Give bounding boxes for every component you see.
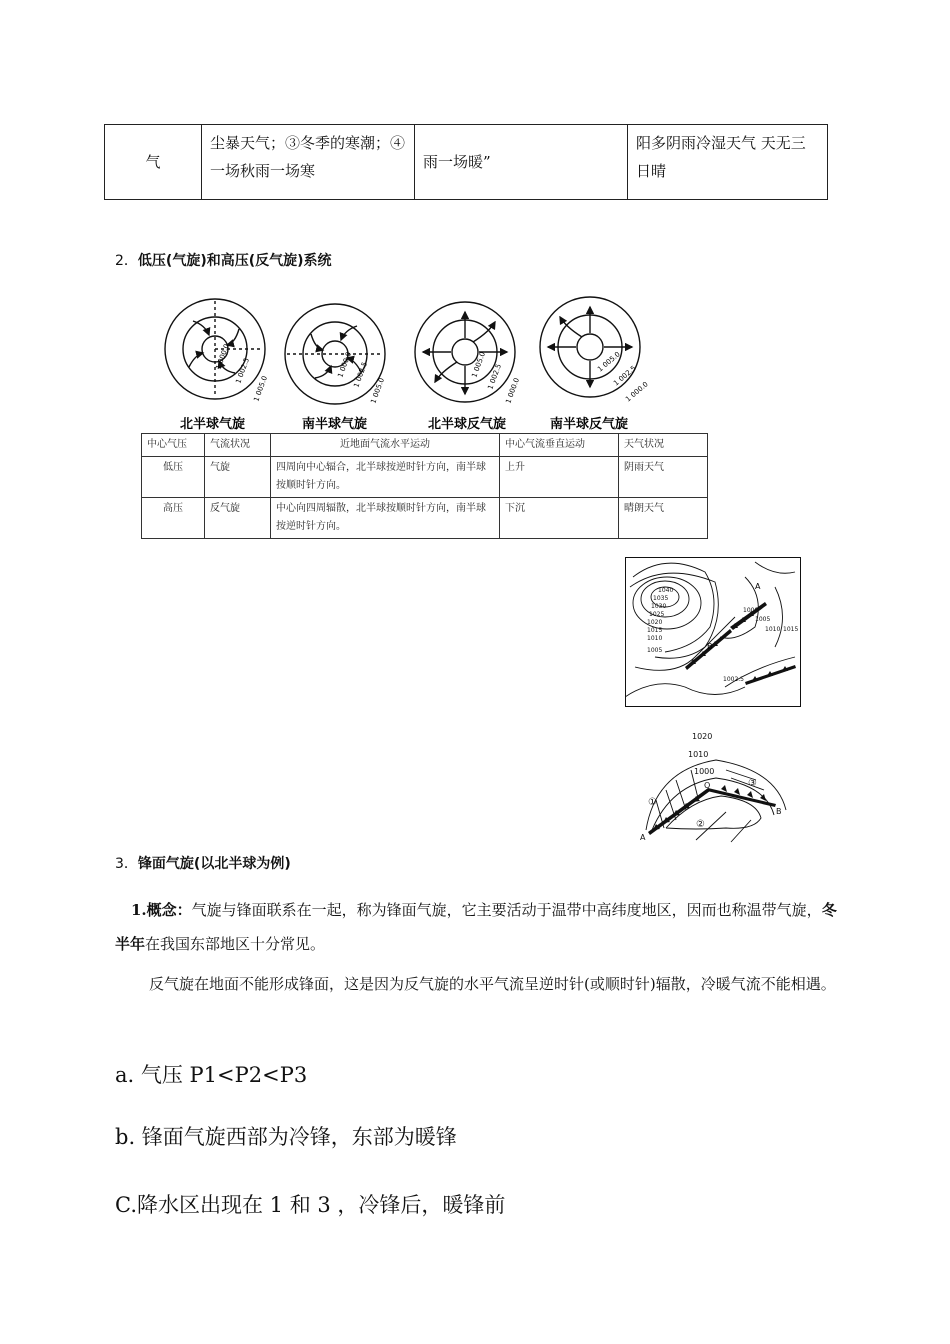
table-cell: 高压 (142, 498, 205, 539)
front-isobar-label: 1010 (688, 750, 709, 759)
caption-nh-cyclone: 北半球气旋 (180, 417, 246, 432)
table-cell: 尘暴天气；③冬季的寒潮；④一场秋雨一场寒 (202, 125, 415, 200)
front-isobar-label: 1020 (692, 732, 713, 741)
weather-map (625, 557, 801, 707)
point-a: a. 气压 P1<P2<P3 (115, 1063, 308, 1087)
table-cell: 气 (105, 125, 202, 200)
section-number: 3． (115, 856, 138, 872)
isobar-label: 1 000.0 (336, 350, 354, 379)
map-isobar-label: 1015 (783, 626, 799, 633)
map-isobar-label: 1005 (755, 616, 771, 623)
map-isobar-label: 1035 (653, 595, 669, 602)
map-point-b: B (707, 642, 713, 651)
isobar-label: 1 005.0 (470, 350, 488, 379)
caption-sh-cyclone: 南半球气旋 (302, 417, 368, 432)
table-cell: 下沉 (500, 498, 619, 539)
map-isobar-label: 1015 (647, 627, 663, 634)
table-header: 近地面气流水平运动 (271, 434, 500, 457)
weather-table (104, 124, 828, 200)
map-isobar-label: 1010 (765, 626, 781, 633)
front-point-a: A (640, 833, 646, 842)
table-header: 气流状况 (205, 434, 271, 457)
table-header-row (142, 434, 708, 457)
cyclone-diagram (150, 292, 650, 432)
isobar-label: 1 002.5 (486, 362, 504, 391)
sh-anticyclone-rings (540, 297, 640, 397)
frontal-cyclone-diagram (636, 730, 790, 846)
nh-cyclone-rings (165, 299, 265, 399)
concept-text-2: 在我国东部地区十分常见。 (145, 935, 326, 953)
map-isobar-label: 1010 (647, 635, 663, 642)
isobar-label: 1 000.0 (624, 380, 650, 404)
isobar-label: 1 002.5 (612, 364, 638, 388)
section-number: 2． (115, 253, 138, 269)
isobar-label: 1 000.0 (504, 376, 522, 405)
table-cell: 晴朗天气 (619, 498, 708, 539)
concept-text: 气旋与锋面联系在一起，称为锋面气旋，它主要活动于温带中高纬度地区，因而也称温带气旋， (191, 901, 822, 919)
table-row (105, 125, 828, 200)
sh-cyclone-rings (285, 304, 385, 404)
front-area-1: ① (648, 797, 657, 808)
isobar-label: 1 002.5 (234, 356, 252, 385)
map-isobar-label: 1030 (651, 603, 667, 610)
table-cell: 反气旋 (205, 498, 271, 539)
table-row (142, 457, 708, 498)
map-isobar-label: 1000 (743, 607, 759, 614)
table-cell: 气旋 (205, 457, 271, 498)
concept-bold: 冬半年 (115, 901, 837, 953)
section-title: 低压(气旋)和高压(反气旋)系统 (137, 253, 332, 269)
table-header: 中心气流垂直运动 (500, 434, 619, 457)
point-c: C.降水区出现在 1 和 3 ，冷锋后，暖锋前 (115, 1193, 506, 1217)
section-3-heading (115, 853, 291, 873)
map-isobar-label: 1025 (649, 611, 665, 618)
table-cell: 阳多阴雨冷湿天气 天无三日晴 (628, 125, 828, 200)
isobar-label: 1 005.0 (596, 350, 622, 374)
map-isobar-label: 1020 (647, 619, 663, 626)
table-row (142, 498, 708, 539)
concept-paragraph (115, 893, 837, 961)
concept-label: 1.概念： (131, 901, 192, 919)
nh-anticyclone-rings (415, 302, 515, 402)
table-cell: 中心向四周辐散，北半球按顺时针方向，南半球按逆时针方向。 (271, 498, 500, 539)
table-cell: 上升 (500, 457, 619, 498)
caption-sh-anticyclone: 南半球反气旋 (550, 417, 629, 432)
front-area-2: ② (696, 819, 705, 830)
table-cell: 四周向中心辐合，北半球按逆时针方向，南半球按顺时针方向。 (271, 457, 500, 498)
table-header: 天气状况 (619, 434, 708, 457)
section-2-heading (115, 250, 332, 270)
section-title: 锋面气旋(以北半球为例) (137, 856, 291, 872)
table-cell: 雨一场暖” (415, 125, 628, 200)
table-cell: 阴雨天气 (619, 457, 708, 498)
front-isobar-label: 1000 (694, 767, 715, 776)
map-isobar-label: 1005 (647, 647, 663, 654)
map-isobar-label: 1002.5 (723, 676, 744, 683)
front-area-3: ③ (748, 778, 757, 789)
isobar-label: 1 002.5 (352, 360, 370, 389)
isobar-label: 1 005.0 (369, 376, 387, 405)
anticyclone-note: 反气旋在地面不能形成锋面，这是因为反气旋的水平气流呈逆时针(或顺时针)辐散，冷暖气流不能相遇。 (149, 975, 836, 993)
caption-nh-anticyclone: 北半球反气旋 (428, 417, 507, 432)
table-header: 中心气压 (142, 434, 205, 457)
pressure-system-table (141, 433, 708, 539)
front-point-b: B (776, 807, 782, 816)
map-isobar-label: 1040 (658, 587, 674, 594)
isobar-label: 1 000.0 (214, 342, 232, 371)
point-b: b. 锋面气旋西部为冷锋，东部为暖锋 (115, 1125, 457, 1149)
isobar-label: 1 005.0 (252, 374, 270, 403)
front-center-o: O (704, 781, 711, 790)
table-cell: 低压 (142, 457, 205, 498)
map-point-a: A (755, 582, 761, 591)
